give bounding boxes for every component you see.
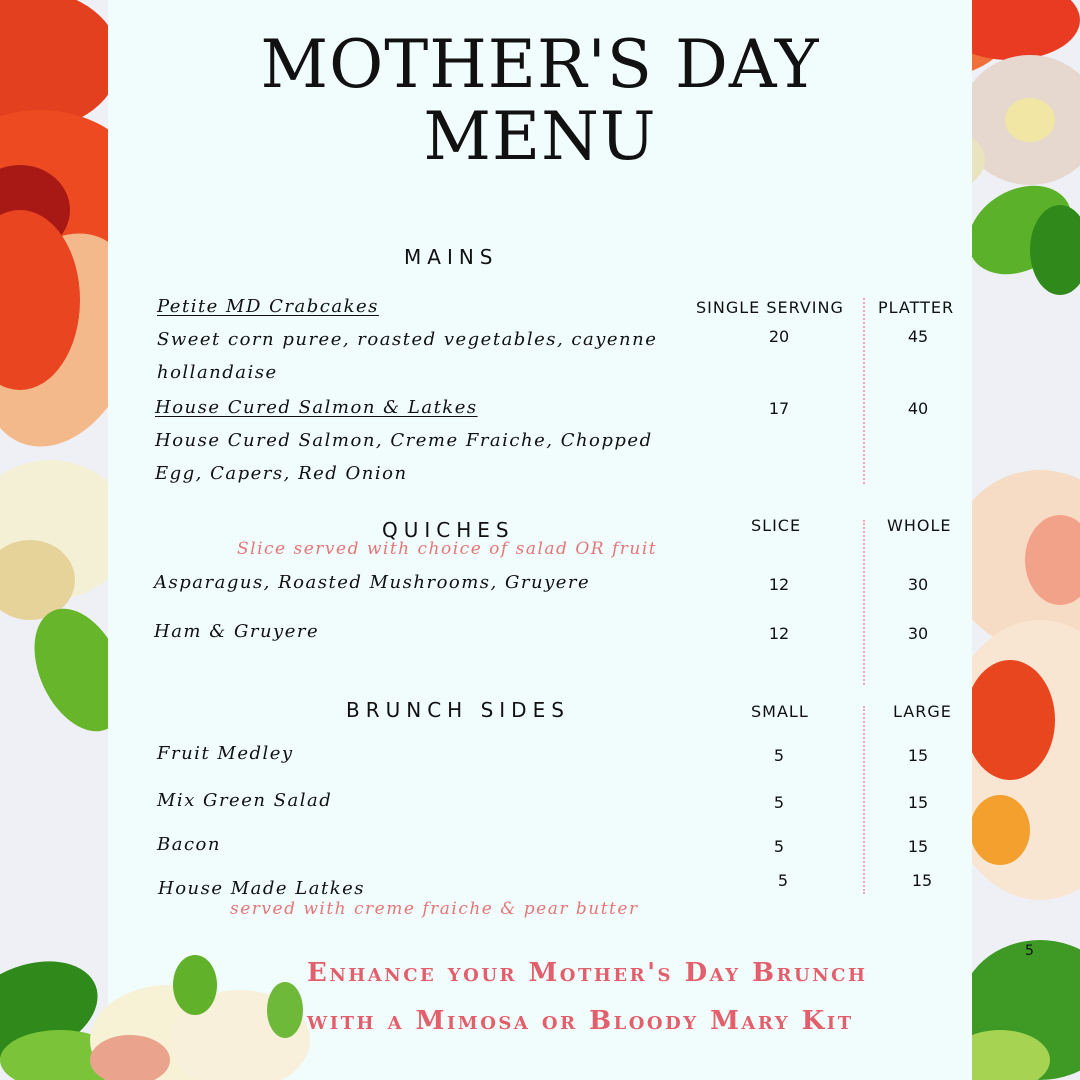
sides-item-price-small: 5 [777,871,789,890]
sides-column-divider [863,706,865,894]
latkes-note: served with creme fraiche & pear butter [230,899,639,919]
quiches-item-name: Ham & Gruyere [154,621,320,642]
quiches-col-slice: SLICE [751,516,802,535]
mains-heading: MAINS [404,245,499,269]
quiches-item-price-slice: 12 [768,624,790,643]
quiches-col-whole: WHOLE [887,516,952,535]
mains-item-desc: Sweet corn puree, roasted vegetables, cayenne [157,329,658,350]
promo-line2: with a Mimosa or Bloody Mary Kit [307,1006,854,1036]
mains-column-divider [863,298,865,484]
sides-item-price-large: 15 [907,793,929,812]
promo-line1: Enhance your Mother's Day Brunch [307,958,868,988]
sides-item-name: House Made Latkes [158,878,366,899]
mains-item-desc: Egg, Capers, Red Onion [155,463,408,484]
quiches-item-price-slice: 12 [768,575,790,594]
mains-item-price-single: 17 [768,399,790,418]
mains-col-single-serving: SINGLE SERVING [696,298,844,317]
quiches-item-price-whole: 30 [907,624,929,643]
mains-item-desc: hollandaise [157,362,278,383]
mains-item-price-platter: 40 [907,399,929,418]
sides-item-price-small: 5 [773,746,785,765]
mains-col-platter: PLATTER [878,298,955,317]
mains-item-price-single: 20 [768,327,790,346]
sides-item-price-small: 5 [773,837,785,856]
quiches-note: Slice served with choice of salad OR fruit [237,539,658,559]
sides-col-large: LARGE [893,702,952,721]
sides-item-price-large: 15 [907,746,929,765]
sides-col-small: SMALL [751,702,809,721]
quiches-column-divider [863,520,865,685]
sides-item-price-large: 15 [911,871,933,890]
sides-item-price-small: 5 [773,793,785,812]
sides-item-name: Fruit Medley [157,743,294,764]
mains-item-price-platter: 45 [907,327,929,346]
mains-item-name: Petite MD Crabcakes [157,296,379,317]
sides-item-name: Bacon [157,834,221,855]
mains-item-desc: House Cured Salmon, Creme Fraiche, Chopped [155,430,653,451]
quiches-item-name: Asparagus, Roasted Mushrooms, Gruyere [154,572,591,593]
mains-item-name: House Cured Salmon & Latkes [155,397,478,418]
quiches-heading: QUICHES [382,518,515,542]
sides-item-price-large: 15 [907,837,929,856]
sides-heading: BRUNCH SIDES [346,698,570,722]
menu-title-line2: MENU [423,98,657,175]
sides-item-name: Mix Green Salad [157,790,333,811]
page-number: 5 [1025,943,1034,959]
quiches-item-price-whole: 30 [907,575,929,594]
menu-title-line1: MOTHER'S DAY [260,26,820,103]
